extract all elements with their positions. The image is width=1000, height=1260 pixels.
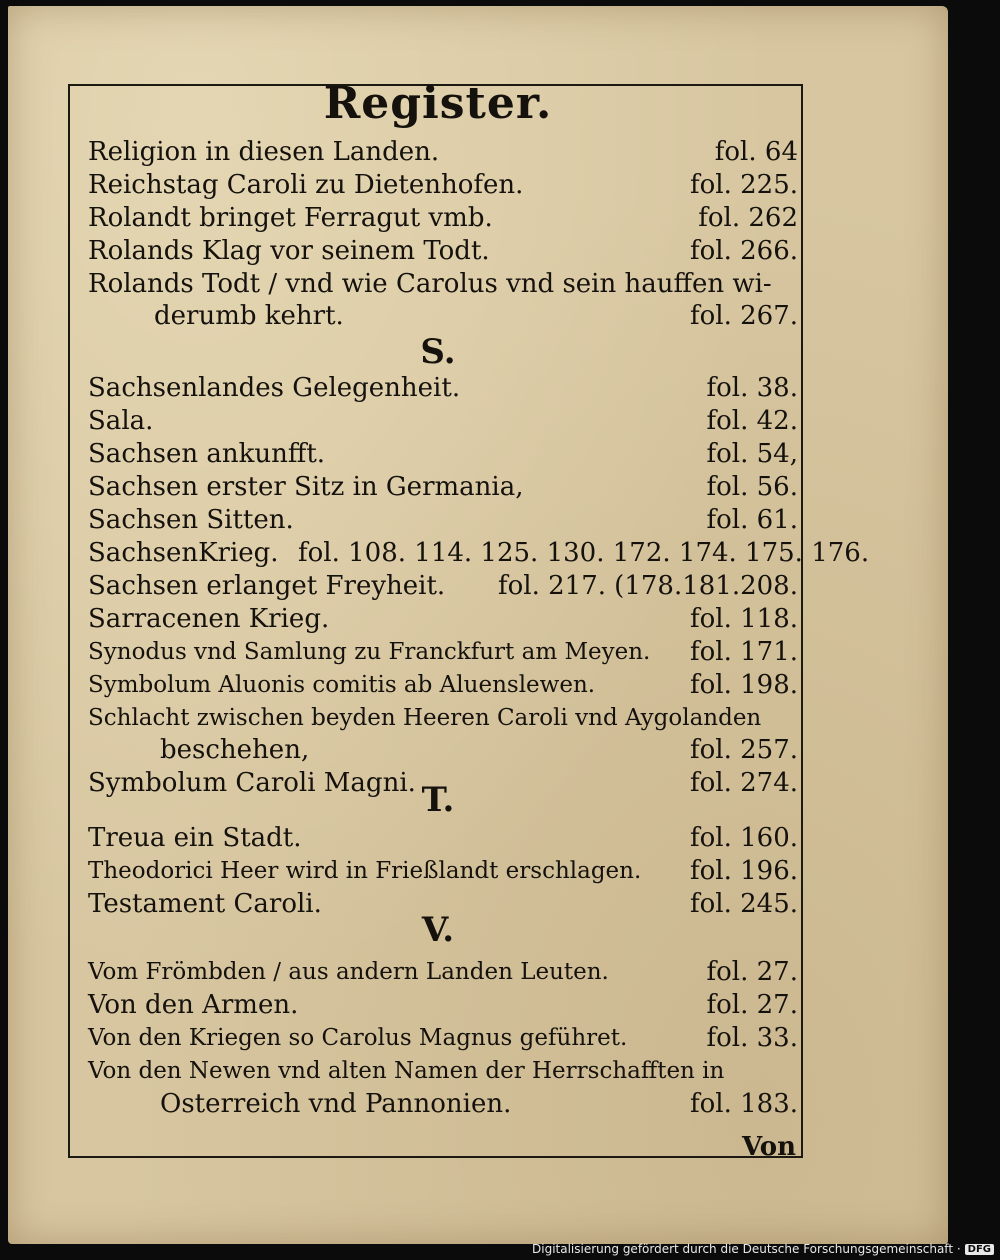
index-entry (88, 603, 798, 635)
entry-ref: fol. 262 (698, 203, 798, 233)
index-entry (88, 702, 798, 734)
section-heading-s: S. (420, 332, 456, 372)
entry-text: Theodorici Heer wird in Frießlandt erschlagen. (88, 858, 642, 884)
index-entry (88, 1022, 798, 1054)
entry-ref: fol. 198. (689, 670, 798, 700)
entry-ref: fol. 27. (706, 957, 798, 987)
index-entry (88, 989, 798, 1021)
entry-ref: fol. 217. (498, 571, 607, 601)
entry-ref: fol. 33. (706, 1023, 798, 1053)
entry-ref: fol. 171. (689, 637, 798, 667)
entry-text: Sachsen Sitten. (88, 505, 294, 535)
entry-text: Schlacht zwischen beyden Heeren Caroli vnd Aygolanden (88, 705, 762, 731)
entry-text: Sachsen ankunfft. (88, 439, 326, 469)
entry-ref: fol. 27. (706, 990, 798, 1020)
entry-ref: fol. 108. 114. 125. 130. 172. 174. 175. 176. (298, 538, 870, 568)
entry-ref: fol. 183. (689, 1089, 798, 1119)
index-entry-ref-line (88, 734, 798, 766)
index-entry (88, 136, 798, 168)
entry-ref: fol. 266. (689, 236, 798, 266)
section-heading-t: T. (421, 780, 455, 820)
entry-ref: fol. 61. (706, 505, 798, 535)
entry-text: Religion in diesen Landen. (88, 137, 440, 167)
entry-text: Sachsenlandes Gelegenheit. (88, 373, 461, 403)
index-entry-ref-line (88, 300, 798, 332)
index-entry (88, 822, 798, 854)
entry-text: Symbolum Caroli Magni. (88, 768, 416, 798)
digitization-footer (532, 1242, 994, 1256)
entry-continuation: Osterreich vnd Pannonien. (160, 1089, 512, 1119)
index-entry (88, 669, 798, 701)
entry-ref: fol. 160. (689, 823, 798, 853)
entry-continuation: beschehen, (160, 735, 310, 765)
index-entry-ref-line (88, 1088, 798, 1120)
entry-ref: fol. 38. (706, 373, 798, 403)
entry-text: Synodus vnd Samlung zu Franckfurt am Meyen. (88, 639, 651, 665)
entry-text: Von den Newen vnd alten Namen der Herrschafften in (88, 1058, 725, 1084)
index-entry (88, 636, 798, 668)
entry-ref: fol. 257. (689, 735, 798, 765)
entry-ref: fol. 245. (689, 889, 798, 919)
index-entry (88, 268, 798, 300)
entry-text: Sarracenen Krieg. (88, 604, 330, 634)
entry-ref: fol. 64 (714, 137, 798, 167)
index-entry (88, 504, 798, 536)
index-entry (88, 405, 798, 437)
index-entry (88, 202, 798, 234)
index-entry (88, 570, 798, 602)
entry-text: Testament Caroli. (88, 889, 322, 919)
dfg-logo: DFG (965, 1244, 994, 1255)
entry-text: Vom Frömbden / aus andern Landen Leuten. (88, 959, 609, 985)
entry-ref-extra: (178.181.208. (614, 571, 798, 601)
entry-continuation: derumb kehrt. (154, 301, 344, 331)
frame-bottom-rule (68, 1156, 803, 1158)
index-entry (88, 537, 870, 569)
page-sheet (8, 6, 948, 1244)
entry-ref: fol. 196. (689, 856, 798, 886)
index-entry (88, 372, 798, 404)
index-entry (88, 1055, 798, 1087)
entry-text: Von den Armen. (88, 990, 299, 1020)
index-entry (88, 169, 798, 201)
frame-right-rule (801, 84, 803, 1158)
index-entry (88, 438, 798, 470)
entry-text: SachsenKrieg. (88, 538, 279, 568)
entry-ref: fol. 225. (689, 170, 798, 200)
entry-text: Symbolum Aluonis comitis ab Aluenslewen. (88, 672, 596, 698)
index-entry (88, 855, 798, 887)
entry-ref: fol. 42. (706, 406, 798, 436)
entry-text: Rolandt bringet Ferragut vmb. (88, 203, 493, 233)
entry-ref: fol. 54, (706, 439, 798, 469)
index-entry (88, 956, 798, 988)
entry-ref: fol. 267. (689, 301, 798, 331)
catchword: Von (742, 1132, 797, 1162)
index-entry (88, 235, 798, 267)
entry-text: Von den Kriegen so Carolus Magnus geführet. (88, 1025, 628, 1051)
entry-text: Reichstag Caroli zu Dietenhofen. (88, 170, 524, 200)
index-entry (88, 471, 798, 503)
entry-text: Sachsen erster Sitz in Germania, (88, 472, 524, 502)
footer-text: Digitalisierung gefördert durch die Deutsche Forschungsgemeinschaft · (532, 1242, 961, 1256)
entry-text: Rolands Klag vor seinem Todt. (88, 236, 490, 266)
section-heading-v: V. (421, 910, 455, 950)
entry-ref: fol. 56. (706, 472, 798, 502)
entry-text: Treua ein Stadt. (88, 823, 302, 853)
entry-text: Rolands Todt / vnd wie Carolus vnd sein hauffen wi- (88, 269, 772, 299)
page-title: Register. (323, 78, 553, 129)
entry-ref: fol. 274. (689, 768, 798, 798)
entry-text: Sala. (88, 406, 154, 436)
entry-ref: fol. 118. (689, 604, 798, 634)
frame-left-rule (68, 84, 70, 1158)
entry-text: Sachsen erlanget Freyheit. (88, 571, 446, 601)
